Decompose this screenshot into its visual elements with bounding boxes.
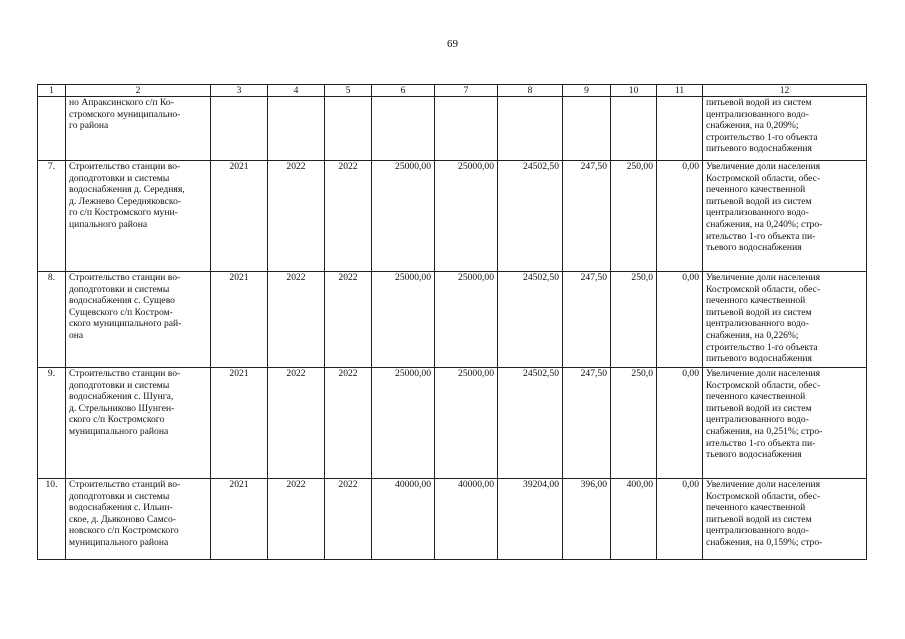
table-row [38,161,867,272]
description-line: водоснабжения с. Шунга, [69,391,174,403]
result-line: питьевого водоснабжения [706,353,812,365]
header-cell: 1 [38,85,66,97]
result-line: снабжения, на 0,251%; стро- [706,425,823,437]
end-year-cell: 2022 [268,368,325,479]
federal-funds-cell: 24502,50 [498,368,563,479]
total-funding-cell: 25000,00 [435,368,498,479]
result-line: тьевого водоснабжения [706,449,802,461]
description-line: Строительство станции во- [69,368,181,379]
federal-funds-cell [498,97,563,161]
total-funding-cell: 40000,00 [435,479,498,560]
start-year-cell: 2021 [211,161,268,272]
description-line: муниципального района [69,425,169,437]
result-line: Увеличение доли населения [706,368,820,379]
table-row [38,272,867,368]
result-cell [703,479,867,560]
start-year-cell: 2021 [211,479,268,560]
result-cell [703,97,867,161]
result-line: строительство 1-го объекта [706,341,818,353]
start-year-cell [211,97,268,161]
local-funds-cell: 400,00 [611,479,657,560]
total-cost-cell: 25000,00 [372,161,435,272]
federal-funds-cell: 24502,50 [498,272,563,368]
description-line: водоснабжения с. Сущево [69,295,175,307]
description-line: Строительство станций во- [69,479,181,490]
result-line: снабжения, на 0,159%; стро- [706,536,823,548]
end-year-cell: 2022 [268,479,325,560]
regional-funds-cell: 396,00 [563,479,611,560]
row-number-cell: 10. [38,479,66,560]
table-row [38,368,867,479]
header-cell: 3 [211,85,268,97]
result-line: централизованного водо- [706,525,809,537]
header-cell: 4 [268,85,325,97]
local-funds-cell: 250,00 [611,161,657,272]
header-row [38,85,867,97]
result-line: печенного качественной [706,391,806,403]
result-line: снабжения, на 0,240%; стро- [706,218,823,230]
description-cell [66,97,211,161]
result-line: централизованного водо- [706,318,809,330]
result-line: Увеличение доли населения [706,161,820,172]
result-cell [703,272,867,368]
total-cost-cell [372,97,435,161]
local-funds-cell: 250,0 [611,272,657,368]
description-line: доподготовки и системы [69,172,170,184]
header-cell: 5 [325,85,372,97]
description-line: го района [69,120,109,132]
local-funds-cell [611,97,657,161]
total-cost-cell: 40000,00 [372,479,435,560]
description-line: доподготовки и системы [69,283,170,295]
row-number-cell: 8. [38,272,66,368]
commission-year-cell [325,97,372,161]
total-funding-cell: 25000,00 [435,161,498,272]
end-year-cell: 2022 [268,272,325,368]
description-line: го с/п Костромского муни- [69,207,178,219]
commission-year-cell: 2022 [325,479,372,560]
regional-funds-cell [563,97,611,161]
other-funds-cell: 0,00 [657,368,703,479]
result-line: снабжения, на 0,209%; [706,120,799,132]
result-line: Увеличение доли населения [706,479,820,490]
description-line: д. Стрельниково Шунген- [69,402,175,414]
result-line: централизованного водо- [706,108,809,120]
start-year-cell: 2021 [211,368,268,479]
result-line: питьевой водой из систем [706,402,812,414]
description-cell [66,272,211,368]
federal-funds-cell: 24502,50 [498,161,563,272]
result-cell [703,368,867,479]
other-funds-cell: 0,00 [657,161,703,272]
table-row [38,97,867,161]
header-cell: 7 [435,85,498,97]
total-cost-cell: 25000,00 [372,368,435,479]
other-funds-cell: 0,00 [657,272,703,368]
description-line: ского муниципального рай- [69,318,182,330]
regional-funds-cell: 247,50 [563,272,611,368]
header-cell: 8 [498,85,563,97]
result-line: снабжения, на 0,226%; [706,329,799,341]
result-line: питьевой водой из систем [706,97,812,108]
result-line: питьевой водой из систем [706,306,812,318]
result-line: тьевого водоснабжения [706,242,802,254]
commission-year-cell: 2022 [325,161,372,272]
description-line: д. Лежнево Середняковско- [69,195,182,207]
header-cell: 9 [563,85,611,97]
description-line: муниципального района [69,536,169,548]
description-line: Сущевского с/п Костром- [69,306,173,318]
result-line: питьевой водой из систем [706,513,812,525]
result-line: питьевого водоснабжения [706,143,812,155]
header-cell: 2 [66,85,211,97]
commission-year-cell: 2022 [325,368,372,479]
result-line: печенного качественной [706,295,806,307]
description-line: ского с/п Костромского [69,414,165,426]
result-line: централизованного водо- [706,414,809,426]
result-line: централизованного водо- [706,207,809,219]
other-funds-cell [657,97,703,161]
local-funds-cell: 250,0 [611,368,657,479]
description-line: стромского муниципально- [69,108,181,120]
row-number-cell: 9. [38,368,66,479]
description-line: она [69,329,84,341]
description-line: доподготовки и системы [69,379,170,391]
header-cell: 12 [703,85,867,97]
description-cell [66,161,211,272]
result-line: Костромской области, обес- [706,172,821,184]
description-line: Строительство станции во- [69,161,181,172]
description-line: водоснабжения д. Середняя, [69,184,185,196]
header-cell: 11 [657,85,703,97]
header-cell: 10 [611,85,657,97]
other-funds-cell: 0,00 [657,479,703,560]
result-line: Костромской области, обес- [706,490,821,502]
row-number-cell [38,97,66,161]
description-line: ское, д. Дьяконово Самсо- [69,513,176,525]
total-funding-cell: 25000,00 [435,272,498,368]
result-line: строительство 1-го объекта [706,131,818,143]
description-line: водоснабжения с. Ильин- [69,502,173,514]
commission-year-cell: 2022 [325,272,372,368]
regional-funds-cell: 247,50 [563,368,611,479]
total-cost-cell: 25000,00 [372,272,435,368]
federal-funds-cell: 39204,00 [498,479,563,560]
result-line: ительство 1-го объекта пи- [706,230,816,242]
description-cell [66,479,211,560]
result-line: печенного качественной [706,502,806,514]
page-number: 69 [447,38,458,50]
result-line: ительство 1-го объекта пи- [706,437,816,449]
table-row [38,479,867,560]
result-line: Увеличение доли населения [706,272,820,283]
end-year-cell [268,97,325,161]
description-line: Строительство станции во- [69,272,181,283]
result-line: Костромской области, обес- [706,283,821,295]
description-cell [66,368,211,479]
row-number-cell: 7. [38,161,66,272]
description-line: но Апраксинского с/п Ко- [69,97,174,108]
result-line: печенного качественной [706,184,806,196]
description-line: новского с/п Костромского [69,525,179,537]
header-cell: 6 [372,85,435,97]
result-line: Костромской области, обес- [706,379,821,391]
start-year-cell: 2021 [211,272,268,368]
description-line: ципального района [69,218,148,230]
regional-funds-cell: 247,50 [563,161,611,272]
program-table [37,84,867,560]
end-year-cell: 2022 [268,161,325,272]
result-cell [703,161,867,272]
total-funding-cell [435,97,498,161]
result-line: питьевой водой из систем [706,195,812,207]
description-line: доподготовки и системы [69,490,170,502]
